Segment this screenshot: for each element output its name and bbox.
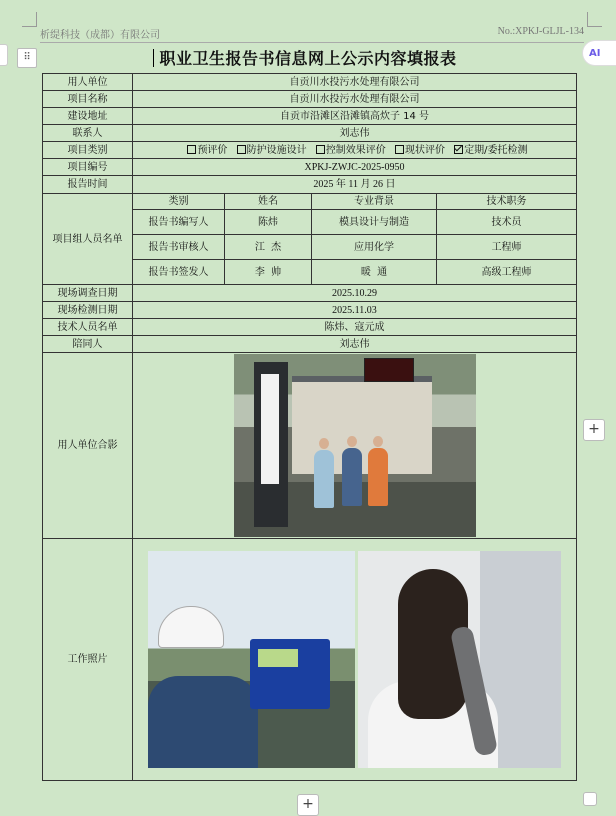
add-row-button[interactable]: + bbox=[297, 794, 319, 816]
row-project-name bbox=[43, 91, 577, 108]
category-option-label: 控制效果评价 bbox=[325, 144, 386, 156]
guard-building bbox=[292, 382, 432, 474]
category-option-label: 现状评价 bbox=[405, 144, 445, 156]
category-label: 项目类别 bbox=[43, 142, 133, 159]
employer-value[interactable]: 自贡川水投污水处理有限公司 bbox=[133, 74, 577, 91]
member-name[interactable]: 李 帅 bbox=[225, 260, 312, 285]
report-time-label: 报告时间 bbox=[43, 176, 133, 194]
address-value[interactable]: 自贡市沿滩区沿滩镇高炊子 14 号 bbox=[133, 108, 577, 125]
project-no-value[interactable]: XPKJ-ZWJC-2025-0950 bbox=[133, 159, 577, 176]
row-address bbox=[43, 108, 577, 125]
checkbox-periodic-testing[interactable] bbox=[454, 145, 463, 154]
employer-label: 用人单位 bbox=[43, 74, 133, 91]
members-header-major: 专业背景 bbox=[312, 194, 437, 210]
person-figure bbox=[314, 450, 334, 508]
crop-mark-top-left bbox=[22, 12, 37, 27]
category-options bbox=[133, 142, 577, 159]
work-photo-sampling[interactable] bbox=[148, 551, 355, 768]
member-role: 报告书签发人 bbox=[133, 260, 225, 285]
work-photos-cell bbox=[133, 539, 577, 781]
add-column-button[interactable]: + bbox=[583, 419, 605, 441]
test-date-label: 现场检测日期 bbox=[43, 302, 133, 319]
category-option-label: 定期/委托检测 bbox=[464, 144, 528, 156]
contact-label: 联系人 bbox=[43, 125, 133, 142]
row-work-photos bbox=[43, 539, 577, 781]
report-time-value[interactable]: 2025 年 11 月 26 日 bbox=[133, 176, 577, 194]
report-form-table bbox=[42, 73, 577, 781]
resize-table-handle[interactable] bbox=[583, 792, 597, 806]
person-figure bbox=[368, 448, 388, 506]
members-header-name: 姓名 bbox=[225, 194, 312, 210]
members-header-role: 类别 bbox=[133, 194, 225, 210]
member-role: 报告书编写人 bbox=[133, 210, 225, 235]
header-rule bbox=[40, 42, 584, 43]
work-photos-strip bbox=[148, 551, 561, 768]
members-label: 项目组人员名单 bbox=[43, 194, 133, 285]
checkbox-status-evaluation[interactable] bbox=[395, 145, 404, 154]
survey-date-label: 现场调查日期 bbox=[43, 285, 133, 302]
row-report-time bbox=[43, 176, 577, 194]
address-label: 建设地址 bbox=[43, 108, 133, 125]
crop-mark-top-right bbox=[587, 12, 602, 27]
company-name-plaque bbox=[261, 374, 279, 484]
sampling-device bbox=[250, 639, 330, 709]
text-cursor bbox=[153, 49, 154, 67]
row-contact bbox=[43, 125, 577, 142]
row-escort bbox=[43, 336, 577, 353]
drag-handle-icon[interactable]: ⠿ bbox=[17, 48, 37, 68]
member-major[interactable]: 模具设计与制造 bbox=[312, 210, 437, 235]
row-project-no bbox=[43, 159, 577, 176]
group-photo-label: 用人单位合影 bbox=[43, 353, 133, 539]
checkbox-control-effect[interactable] bbox=[316, 145, 325, 154]
checkbox-protection-design[interactable] bbox=[237, 145, 246, 154]
work-photo-noise-meter[interactable] bbox=[358, 551, 561, 768]
member-major[interactable]: 应用化学 bbox=[312, 235, 437, 260]
member-title[interactable]: 高级工程师 bbox=[437, 260, 577, 285]
technicians-value[interactable]: 陈炜、寇元成 bbox=[133, 319, 577, 336]
project-name-value[interactable]: 自贡川水投污水处理有限公司 bbox=[133, 91, 577, 108]
row-technicians bbox=[43, 319, 577, 336]
member-role: 报告书审核人 bbox=[133, 235, 225, 260]
member-name[interactable]: 江 杰 bbox=[225, 235, 312, 260]
row-survey-date bbox=[43, 285, 577, 302]
test-date-value[interactable]: 2025.11.03 bbox=[133, 302, 577, 319]
checkbox-pre-evaluation[interactable] bbox=[187, 145, 196, 154]
technicians-label: 技术人员名单 bbox=[43, 319, 133, 336]
escort-label: 陪同人 bbox=[43, 336, 133, 353]
member-name[interactable]: 陈炜 bbox=[225, 210, 312, 235]
led-display bbox=[364, 358, 414, 382]
safety-helmet bbox=[158, 606, 224, 648]
row-category bbox=[43, 142, 577, 159]
header-doc-code: No.:XPKJ-GLJL-134 bbox=[497, 26, 584, 37]
members-header-row bbox=[43, 194, 577, 210]
page-title: 职业卫生报告书信息网上公示内容填报表 bbox=[159, 49, 457, 68]
person-figure bbox=[342, 448, 362, 506]
work-photos-label: 工作照片 bbox=[43, 539, 133, 781]
member-major[interactable]: 暖 通 bbox=[312, 260, 437, 285]
member-title[interactable]: 技术员 bbox=[437, 210, 577, 235]
row-employer bbox=[43, 74, 577, 91]
project-no-label: 项目编号 bbox=[43, 159, 133, 176]
category-option-label: 预评价 bbox=[197, 144, 228, 156]
member-title[interactable]: 工程师 bbox=[437, 235, 577, 260]
contact-value[interactable]: 刘志伟 bbox=[133, 125, 577, 142]
project-name-label: 项目名称 bbox=[43, 91, 133, 108]
row-test-date bbox=[43, 302, 577, 319]
worker-jacket bbox=[148, 676, 258, 768]
category-option-label: 防护设施设计 bbox=[246, 144, 307, 156]
group-photo-cell bbox=[133, 353, 577, 539]
row-group-photo bbox=[43, 353, 577, 539]
survey-date-value[interactable]: 2025.10.29 bbox=[133, 285, 577, 302]
ai-assistant-button[interactable]: AI bbox=[582, 40, 616, 66]
header-company: 析缇科技（成都）有限公司 bbox=[40, 30, 160, 41]
escort-value[interactable]: 刘志伟 bbox=[133, 336, 577, 353]
members-header-title: 技术职务 bbox=[437, 194, 577, 210]
group-photo-image[interactable] bbox=[234, 354, 476, 537]
